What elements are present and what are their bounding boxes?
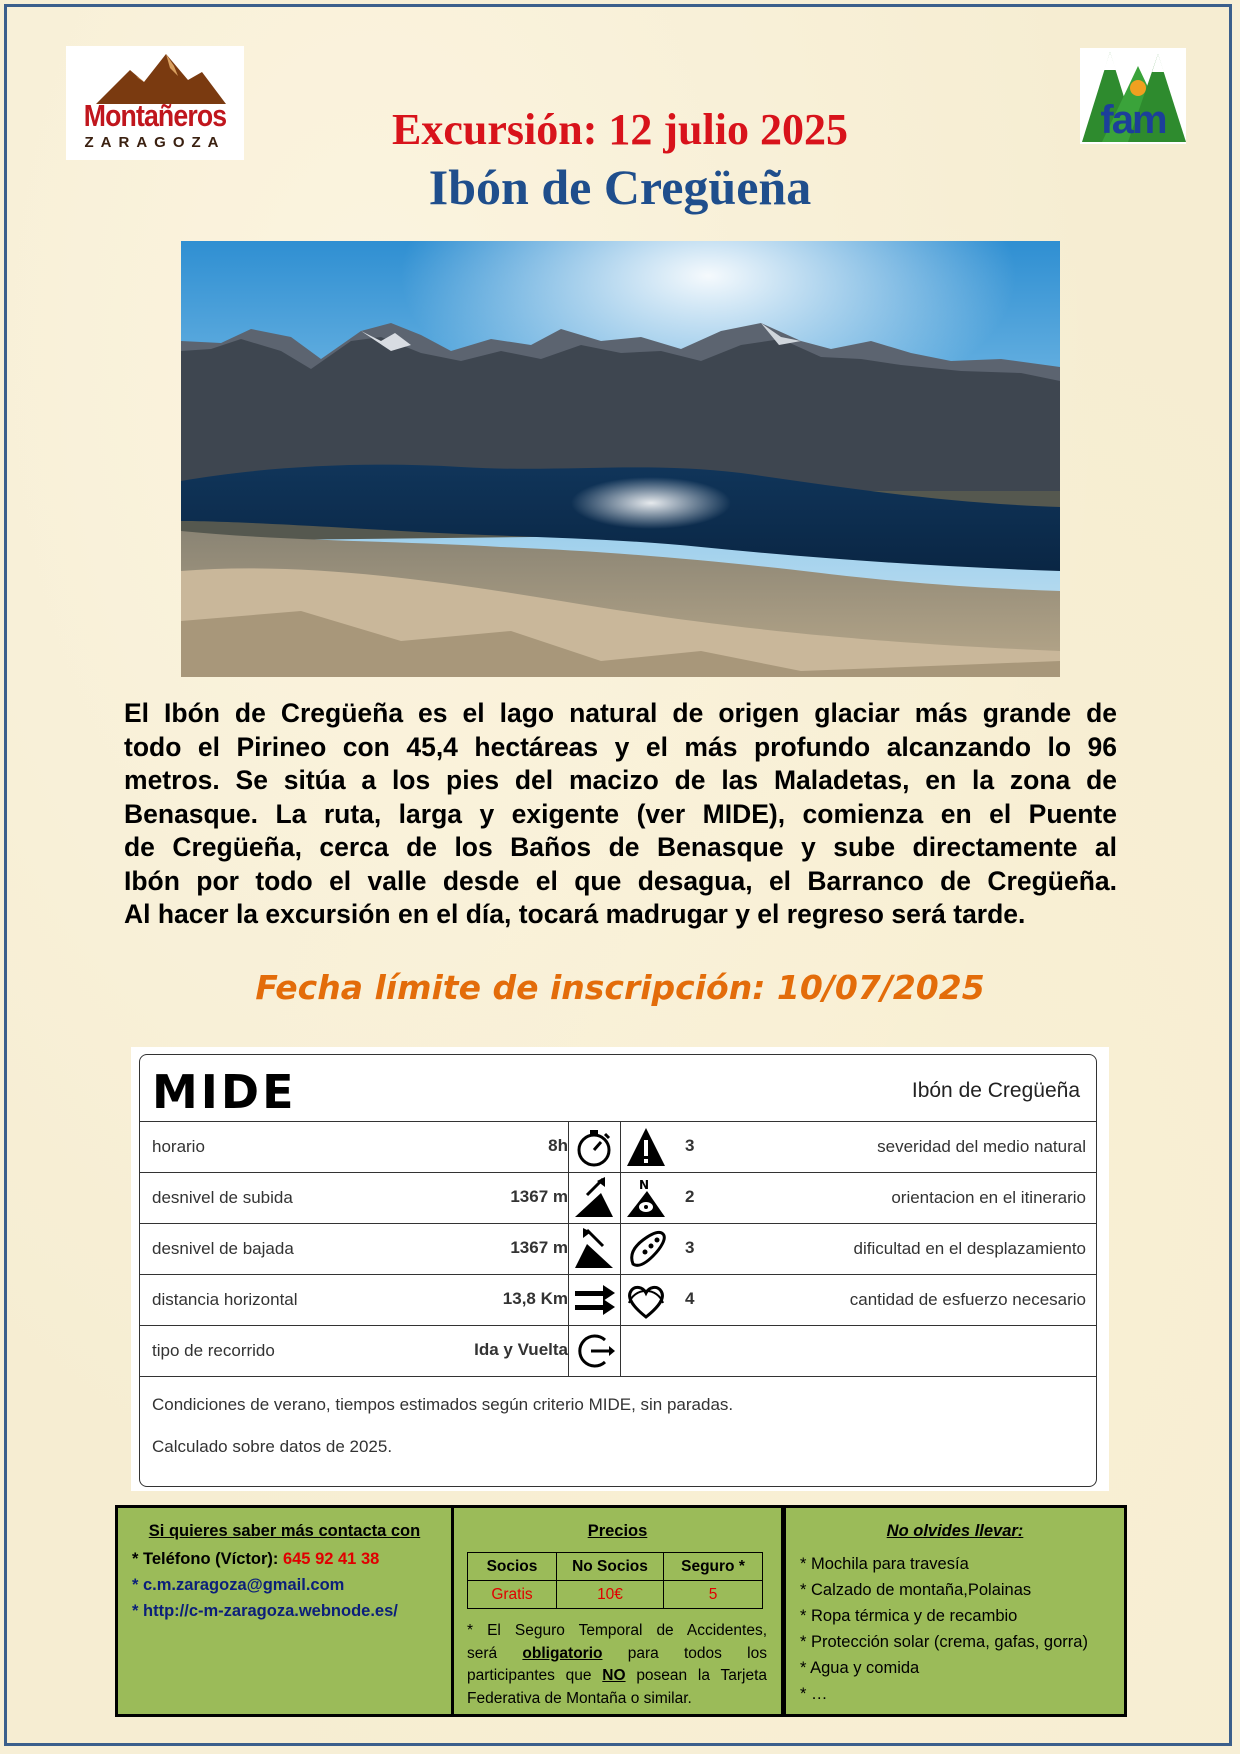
- warning-icon: [620, 1122, 670, 1172]
- mide-note: Condiciones de verano, tiempos estimados según criterio MIDE, sin paradas.: [152, 1395, 734, 1414]
- contact-phone: [132, 1550, 379, 1569]
- description-line: metros. Se sitúa a los pies del macizo de las Maladetas, en la zona de: [124, 765, 1117, 795]
- mide-row-value: 1367 m: [510, 1238, 568, 1257]
- phone-number[interactable]: 645 92 41 38: [282, 1550, 380, 1568]
- price-value: 5: [664, 1581, 763, 1609]
- description-line: todo el Pirineo con 45,4 hectáreas y el más profundo alcanzando lo 96: [124, 731, 1117, 762]
- mide-row-value: Ida y Vuelta: [474, 1340, 568, 1359]
- description-line: Benasque. La ruta, larga y exigente (ver MIDE), comienza en el Puente: [124, 798, 1117, 829]
- mide-card: [131, 1047, 1109, 1491]
- round-trip-icon: [568, 1326, 620, 1376]
- mide-row-value: 13,8 Km: [502, 1289, 568, 1308]
- mide-row-criterion: dificultad en el desplazamiento: [853, 1239, 1086, 1258]
- mide-row-criterion: severidad del medio natural: [877, 1137, 1086, 1156]
- phone-label: * Teléfono (Víctor):: [132, 1550, 283, 1568]
- mide-row-tipo-recorrido: [140, 1325, 1097, 1377]
- obligatorio-emphasis: obligatorio: [522, 1644, 603, 1662]
- mide-row-desnivel-subida: [140, 1172, 1097, 1224]
- logo-subtitle: ZARAGOZA: [84, 134, 226, 151]
- price-value: 10€: [557, 1581, 664, 1609]
- prices-heading: Precios: [587, 1522, 648, 1540]
- mide-table: [139, 1054, 1097, 1487]
- email-link[interactable]: * c.m.zaragoza@gmail.com: [132, 1576, 345, 1594]
- no-emphasis: NO: [602, 1667, 626, 1684]
- mide-title: MIDE: [152, 1065, 297, 1119]
- empty-cell: [620, 1326, 670, 1376]
- ascent-icon: [568, 1173, 620, 1223]
- prices-box: [451, 1505, 784, 1717]
- mide-row-label: desnivel de bajada: [152, 1239, 294, 1258]
- insurance-note-line: Federativa de Montaña o similar.: [467, 1689, 692, 1707]
- web-link[interactable]: * http://c-m-zaragoza.webnode.es/: [132, 1602, 398, 1620]
- fam-wordmark: fam: [1100, 98, 1166, 142]
- mide-row-value: 1367 m: [510, 1187, 568, 1206]
- insurance-note-line: participantes que NO posean la Tarjeta: [467, 1667, 768, 1684]
- mide-note: Calculado sobre datos de 2025.: [152, 1437, 393, 1456]
- excursion-name-title: Ibón de Cregüeña: [428, 159, 812, 215]
- price-header: Seguro *: [664, 1553, 763, 1581]
- description-line: Ibón por todo el valle desde el que desagua, el Barranco de Cregüeña.: [124, 865, 1117, 896]
- lake-photo: [181, 241, 1060, 677]
- mide-row-score: 2: [685, 1187, 695, 1206]
- carry-item: * Calzado de montaña,Polainas: [800, 1581, 1032, 1599]
- mide-row-value: 8h: [548, 1136, 568, 1155]
- contact-box: [115, 1505, 454, 1717]
- carry-item: * Mochila para travesía: [800, 1555, 969, 1573]
- heart-effort-icon: [620, 1275, 670, 1325]
- carry-box: [783, 1505, 1127, 1717]
- mide-row-distancia: [140, 1274, 1097, 1326]
- svg-text:N: N: [639, 1178, 650, 1192]
- mide-row-score: 4: [685, 1289, 695, 1308]
- description-line: El Ibón de Cregüeña es el lago natural de origen glaciar más grande de: [124, 698, 1117, 728]
- mide-row-label: horario: [152, 1137, 205, 1156]
- mide-row-criterion: orientacion en el itinerario: [891, 1188, 1086, 1207]
- distance-arrows-icon: [568, 1275, 620, 1325]
- prices-table: [467, 1552, 763, 1609]
- insurance-note-line: * El Seguro Temporal de Accidentes,: [467, 1622, 767, 1639]
- stopwatch-icon: [568, 1122, 620, 1172]
- description-paragraph: [124, 697, 1117, 932]
- carry-heading: No olvides llevar:: [886, 1522, 1024, 1540]
- mide-row-horario: [140, 1121, 1097, 1173]
- mide-row-criterion: cantidad de esfuerzo necesario: [849, 1290, 1086, 1309]
- mide-row-label: distancia horizontal: [152, 1290, 298, 1309]
- carry-item: * …: [800, 1685, 828, 1703]
- excursion-date-title: Excursión: 12 julio 2025: [392, 105, 848, 154]
- descent-icon: [568, 1224, 620, 1274]
- price-header: Socios: [468, 1553, 557, 1581]
- price-header: No Socios: [557, 1553, 664, 1581]
- carry-item: * Agua y comida: [800, 1659, 920, 1677]
- mide-row-label: tipo de recorrido: [152, 1341, 275, 1360]
- mide-divider: [140, 1376, 1097, 1377]
- compass-icon: [620, 1173, 670, 1223]
- carry-item: * Ropa térmica y de recambio: [800, 1607, 1018, 1625]
- boot-icon: [620, 1224, 670, 1274]
- logo-wordmark: Montañeros: [83, 98, 227, 133]
- contact-email[interactable]: [132, 1576, 344, 1595]
- mide-row-score: 3: [685, 1136, 695, 1155]
- price-value: Gratis: [468, 1581, 557, 1609]
- contact-heading: Si quieres saber más contacta con: [148, 1522, 421, 1540]
- description-line: de Cregüeña, cerca de los Baños de Benasque y sube directamente al: [124, 832, 1117, 862]
- contact-web[interactable]: [132, 1602, 398, 1621]
- insurance-note-line: será obligatorio para todos los: [467, 1644, 767, 1662]
- description-line: Al hacer la excursión en el día, tocará madrugar y el regreso será tarde.: [124, 899, 1026, 929]
- carry-item: * Protección solar (crema, gafas, gorra): [800, 1633, 1088, 1651]
- mide-row-label: desnivel de subida: [152, 1188, 293, 1207]
- registration-deadline: Fecha límite de inscripción: 10/07/2025: [255, 968, 985, 1007]
- insurance-note: [467, 1620, 767, 1710]
- mide-row-desnivel-bajada: [140, 1223, 1097, 1275]
- mide-row-score: 3: [685, 1238, 695, 1257]
- mide-route-name: Ibón de Cregüeña: [911, 1079, 1080, 1102]
